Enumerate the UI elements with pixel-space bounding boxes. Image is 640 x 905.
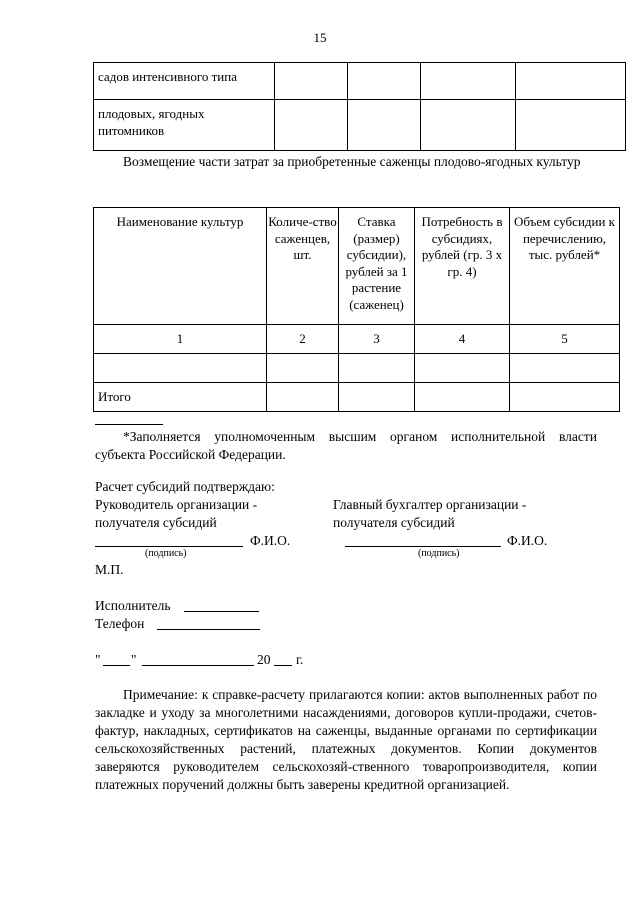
subsidy-table-continued — [93, 62, 626, 151]
date-month-line — [142, 665, 254, 666]
table-cell — [348, 63, 421, 100]
accountant-signature-hint: (подпись) — [418, 548, 460, 559]
head-title-line2: получателя субсидий — [95, 515, 217, 530]
stamp-label: М.П. — [95, 562, 124, 577]
footnote: *Заполняется уполномоченным высшим органом исполнительной власти субъекта Российской Федерации. — [95, 429, 597, 462]
head-signature-hint: (подпись) — [145, 548, 187, 559]
table-cell — [415, 354, 510, 383]
table-row — [94, 100, 626, 151]
column-number: 5 — [510, 325, 620, 354]
table-cell — [516, 100, 626, 151]
column-number: 3 — [339, 325, 415, 354]
column-header: Потребность в субсидиях, рублей (гр. 3 х гр. 4) — [415, 208, 510, 325]
section-title: Возмещение части затрат за приобретенные саженцы плодово-ягодных культур — [123, 154, 581, 169]
accountant-title-line1: Главный бухгалтер организации - — [333, 497, 527, 512]
total-row — [94, 383, 620, 412]
head-title-line1: Руководитель организации - — [95, 497, 258, 512]
head-signature-line — [95, 546, 243, 547]
column-number: 4 — [415, 325, 510, 354]
table-cell — [339, 354, 415, 383]
table-header-row — [94, 208, 620, 325]
date-year-prefix: 20 — [257, 652, 271, 667]
accountant-fio-label: Ф.И.О. — [507, 533, 548, 548]
executor-line — [184, 611, 259, 612]
row-label: плодовых, ягодных питомников — [94, 100, 275, 151]
row-label: садов интенсивного типа — [94, 63, 275, 100]
table-cell — [421, 63, 516, 100]
table-cell — [94, 354, 267, 383]
date-day-line — [103, 665, 130, 666]
seedlings-subsidy-table — [93, 207, 620, 412]
note-paragraph: Примечание: к справке-расчету прилагаются копии: актов выполненных работ по закладке и уходу за многолетними насаждениями, договоров купли-продажи, счетов-фактур, накладных, сертификатов на саженцы, выданные органами по сертификации сельскохозяйственных растений, платежных документов. Копии документов заверяются руководителем сельскохозяй-ственного товаропроизводителя, копии платежных поручений должны быть заверены кредитной организацией. — [95, 687, 597, 792]
date-year-line — [274, 665, 292, 666]
table-cell — [267, 383, 339, 412]
table-cell — [415, 383, 510, 412]
date-quote-open: " — [95, 652, 101, 667]
total-label: Итого — [94, 383, 267, 412]
table-cell — [510, 383, 620, 412]
table-cell — [510, 354, 620, 383]
table-cell — [421, 100, 516, 151]
column-header: Ставка (размер) субсидии), рублей за 1 растение (саженец) — [339, 208, 415, 325]
table-cell — [516, 63, 626, 100]
date-year-suffix: г. — [296, 652, 304, 667]
table-row — [94, 354, 620, 383]
executor-label: Исполнитель — [95, 598, 171, 613]
table-cell — [275, 63, 348, 100]
column-number: 1 — [94, 325, 267, 354]
page-number: 15 — [313, 30, 327, 45]
column-header: Наименование культур — [94, 208, 267, 325]
table-cell — [339, 383, 415, 412]
table-cell — [275, 100, 348, 151]
column-header: Количе-ство саженцев, шт. — [267, 208, 339, 325]
phone-line — [157, 629, 260, 630]
column-number-row — [94, 325, 620, 354]
head-fio-label: Ф.И.О. — [250, 533, 291, 548]
accountant-signature-line — [345, 546, 501, 547]
date-quote-close: " — [131, 652, 137, 667]
phone-label: Телефон — [95, 616, 145, 631]
footnote-divider — [95, 424, 163, 425]
confirm-label: Расчет субсидий подтверждаю: — [95, 479, 275, 494]
column-header: Объем субсидии к перечислению, тыс. рублей* — [510, 208, 620, 325]
table-cell — [267, 354, 339, 383]
table-cell — [348, 100, 421, 151]
table-row — [94, 63, 626, 100]
accountant-title-line2: получателя субсидий — [333, 515, 455, 530]
column-number: 2 — [267, 325, 339, 354]
